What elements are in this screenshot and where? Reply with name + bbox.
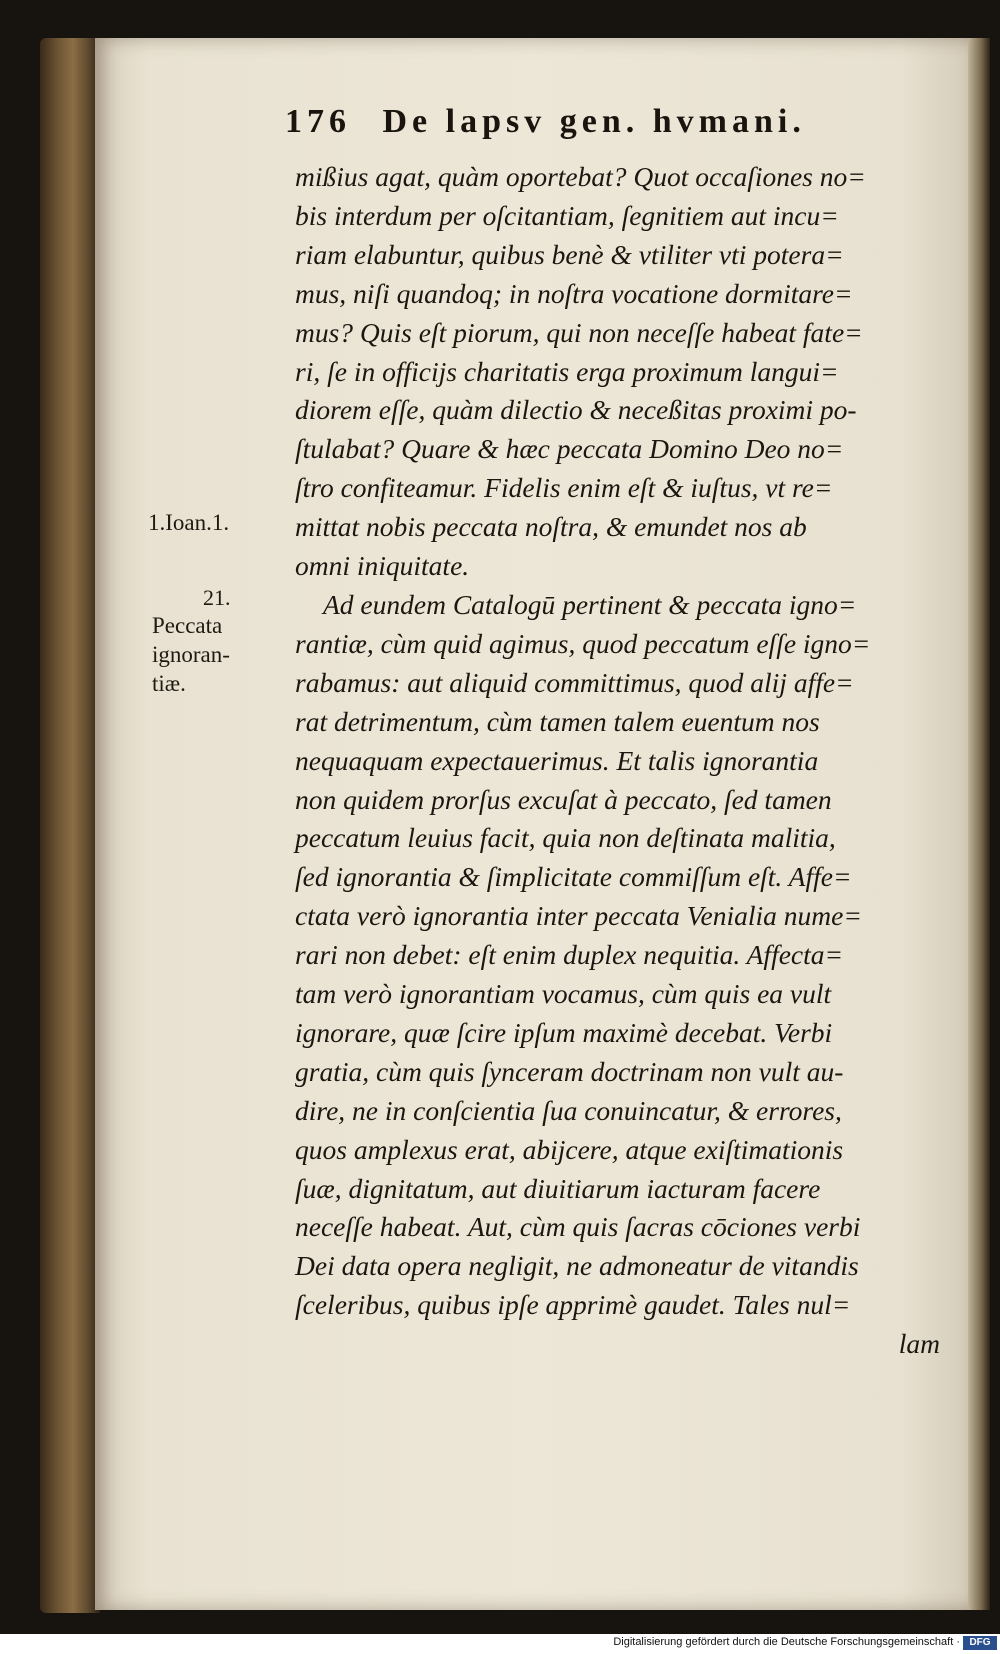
page-header (285, 103, 806, 141)
text-line: mittat nobis peccata noſtra, & emundet nos ab (295, 511, 807, 543)
margin-reference: 1.Ioan.1. (148, 510, 230, 535)
margin-title-line: ignoran- (152, 642, 230, 667)
digitization-credit: Digitalisierung gefördert durch die Deutsche Forschungsgemeinschaft · (613, 1636, 960, 1648)
text-line: non quidem prorſus excuſat à peccato, ſed tamen (295, 783, 832, 815)
text-line: peccatum leuius facit, quia non deſtinata malitia, (295, 822, 836, 854)
text-line: ctata verò ignorantia inter peccata Venialia nume= (295, 900, 862, 932)
catchword: lam (898, 1328, 940, 1360)
text-line: ignorare, quæ ſcire ipſum maximè decebat. Verbi (295, 1016, 833, 1048)
text-line: neceſſe habeat. Aut, cùm quis ſacras cōciones verbi (295, 1211, 861, 1243)
text-line: ſceleribus, quibus ipſe apprimè gaudet. Tales nul= (295, 1289, 851, 1321)
page-right-edge (968, 38, 990, 1610)
text-line: rat detrimentum, cùm tamen talem euentum nos (295, 705, 820, 737)
margin-section-title (152, 611, 272, 698)
text-line: dire, ne in conſcientia ſua conuincatur, & errores, (295, 1094, 842, 1126)
text-line: omni iniquitate. (295, 550, 470, 582)
book-page-edges (40, 38, 100, 1613)
text-line: rabamus: aut aliquid committimus, quod alij affe= (295, 666, 854, 698)
body-text (295, 158, 940, 1364)
text-line: ri, ſe in officijs charitatis erga proximum langui= (295, 355, 839, 387)
text-line: mißius agat, quàm oportebat? Quot occaſiones no= (295, 161, 866, 192)
text-line: ſtulabat? Quare & hæc peccata Domino Deo no= (295, 433, 844, 465)
margin-title-line: Peccata (152, 613, 223, 638)
text-line: Dei data opera negligit, ne admoneatur de vitandis (295, 1250, 859, 1282)
text-line: rari non debet: eſt enim duplex nequitia. Affecta= (295, 939, 844, 971)
text-line: nequaquam expectauerimus. Et talis ignorantia (295, 744, 819, 776)
text-line: mus? Quis eſt piorum, qui non neceſſe habeat fate= (295, 316, 863, 348)
text-line: gratia, cùm quis ſynceram doctrinam non vult au- (295, 1055, 844, 1087)
running-title: De lapsv gen. hvmani. (382, 103, 806, 140)
text-line: ſed ignorantia & ſimplicitate commiſſum eſt. Affe= (295, 861, 852, 893)
text-line: ſtro confiteamur. Fidelis enim eſt & iuſtus, vt re= (295, 472, 833, 504)
text-line: quos amplexus erat, abijcere, atque exiſtimationis (295, 1133, 844, 1165)
page-number: 176 (285, 103, 351, 140)
dfg-logo: DFG (963, 1636, 997, 1650)
margin-title-line: tiæ. (152, 671, 186, 696)
text-line: diorem eſſe, quàm dilectio & neceßitas proximi po- (295, 394, 857, 426)
text-line: rantiæ, cùm quid agimus, quod peccatum eſſe igno= (295, 627, 871, 659)
text-line: ſuæ, dignitatum, aut diuitiarum iacturam facere (295, 1172, 821, 1204)
text-line: riam elabuntur, quibus benè & vtiliter vti potera= (295, 238, 844, 270)
text-line: Ad eundem Catalogū pertinent & peccata igno= (323, 588, 857, 620)
text-line: mus, niſi quandoq; in noſtra vocatione dormitare= (295, 277, 853, 309)
text-line: bis interdum per oſcitantiam, ſegnitiem aut incu= (295, 199, 839, 231)
text-line: tam verò ignorantiam vocamus, cùm quis ea vult (295, 978, 832, 1010)
margin-section-number: 21. (203, 585, 231, 610)
